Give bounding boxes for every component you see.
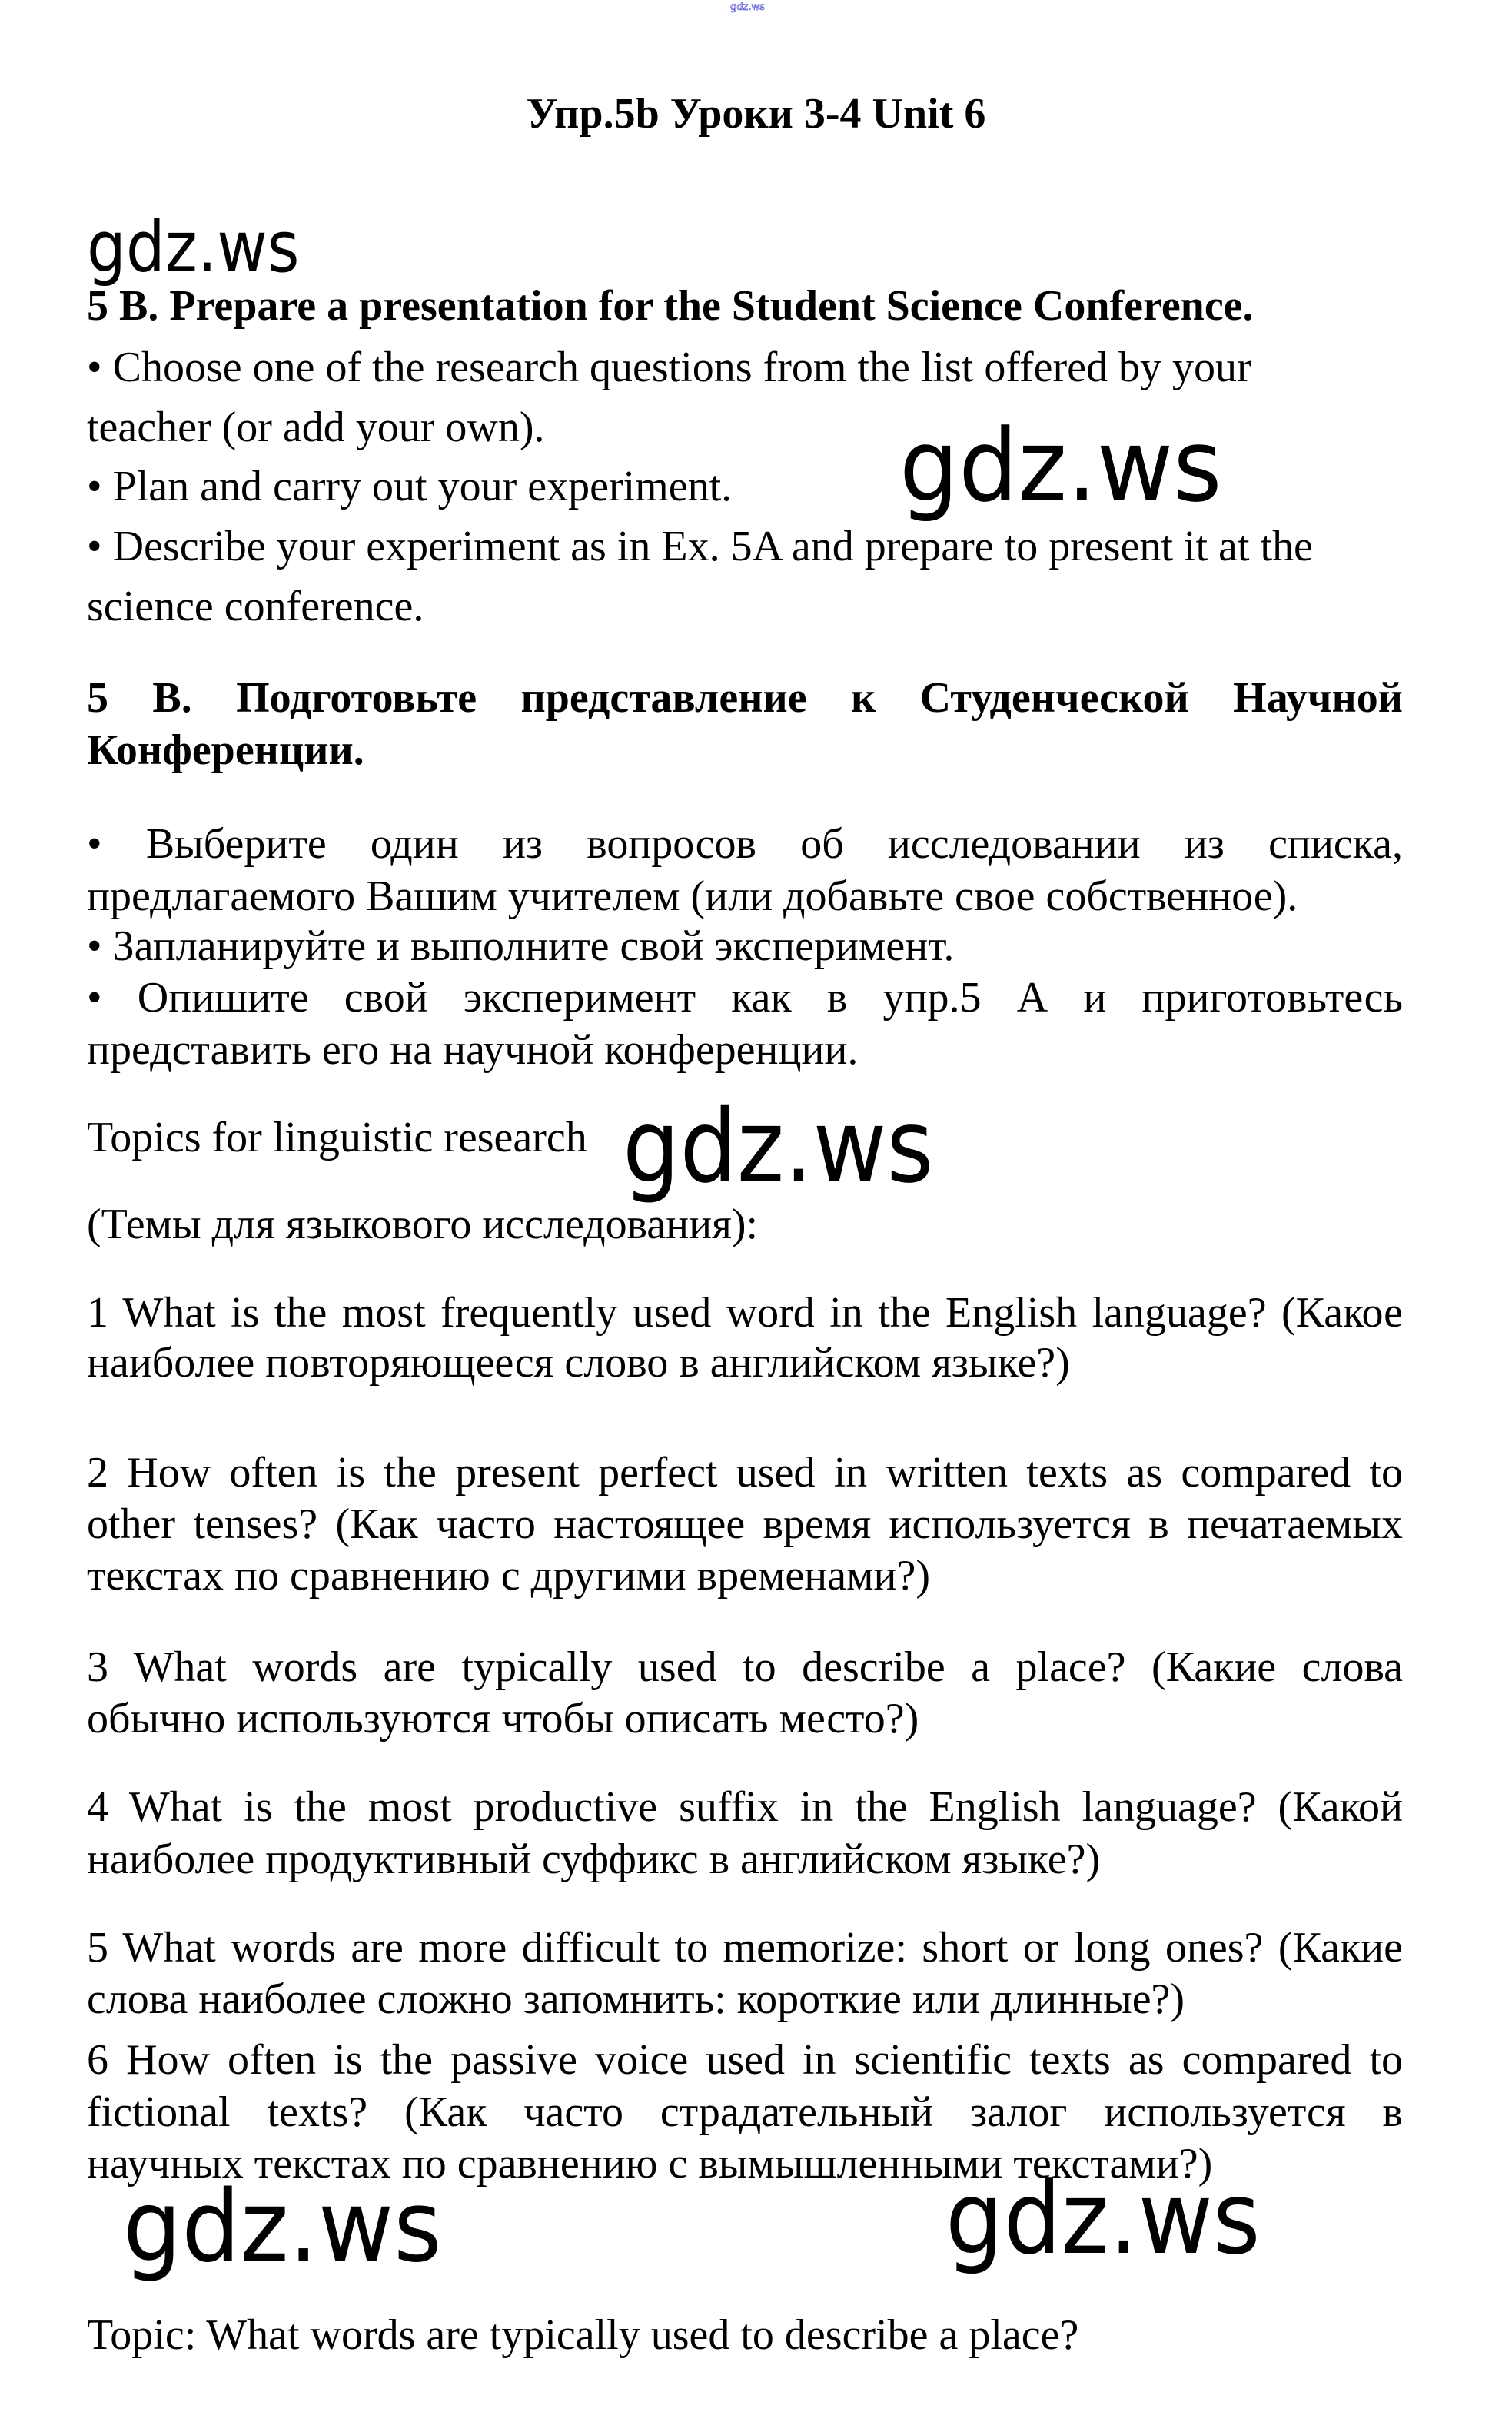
top-watermark: gdz.ws (730, 2, 765, 13)
selected-topic: Topic: What words are typically used to describe a place? (87, 2311, 1079, 2359)
topic-line: научных текстах по сравнению с вымышленными текстами?) (87, 2140, 1213, 2188)
topic-line: обычно используются чтобы описать место?) (87, 1695, 919, 1742)
topic-line: слова наиболее сложно запомнить: короткие или длинные?) (87, 1975, 1185, 2023)
page-title: Упр.5b Уроки 3-4 Unit 6 (526, 90, 986, 138)
exercise-line: • Запланируйте и выполните свой эксперимент. (87, 922, 955, 970)
watermark-logo: gdz.ws (899, 407, 1222, 524)
topic-line: наиболее повторяющееся слово в английском языке?) (87, 1339, 1070, 1387)
exercise-line: • Describe your experiment as in Ex. 5A and prepare to present it at the (87, 523, 1313, 570)
exercise-line: • Choose one of the research questions from the list offered by your (87, 344, 1251, 391)
watermark-logo: gdz.ws (623, 1088, 934, 1206)
topic-line: 2 How often is the present perfect used in written texts as compared to (87, 1449, 1403, 1497)
watermark-logo: gdz.ws (87, 206, 300, 288)
topic-line: 1 What is the most frequently used word in the English language? (Какое (87, 1289, 1403, 1337)
topic-line: текстах по сравнению с другими временами?) (87, 1552, 931, 1600)
topic-line: other tenses? (Как часто настоящее время используется в печатаемых (87, 1500, 1403, 1548)
exercise-line: представить его на научной конференции. (87, 1026, 859, 1074)
topic-line: fictional texts? (Как часто страдательный залог используется в (87, 2088, 1403, 2136)
topic-line: 6 How often is the passive voice used in scientific texts as compared to (87, 2036, 1403, 2084)
topic-line: наиболее продуктивный суффикс в английском языке?) (87, 1835, 1101, 1883)
topic-line: 4 What is the most productive suffix in the English language? (Какой (87, 1783, 1403, 1831)
exercise-line: • Опишите свой эксперимент как в упр.5 А и приготовьтесь (87, 974, 1403, 1022)
exercise-line: • Выберите один из вопросов об исследовании из списка, (87, 820, 1403, 868)
topic-line: 3 What words are typically used to describe a place? (Какие слова (87, 1643, 1403, 1691)
watermark-logo: gdz.ws (945, 2160, 1261, 2277)
topics-heading-ru: (Темы для языкового исследования): (87, 1201, 759, 1248)
exercise-line: предлагаемого Вашим учителем (или добавьте свое собственное). (87, 872, 1298, 920)
exercise-line: science conference. (87, 583, 424, 630)
topic-line: 5 What words are more difficult to memorize: short or long ones? (Какие (87, 1924, 1403, 1972)
topics-heading: Topics for linguistic research (87, 1114, 587, 1161)
exercise-heading-ru: 5 В. Подготовьте представление к Студенческой Научной (87, 674, 1403, 722)
exercise-heading-ru: Конференции. (87, 726, 364, 774)
exercise-line: • Plan and carry out your experiment. (87, 463, 733, 510)
exercise-heading-en: 5 B. Prepare a presentation for the Student Science Conference. (87, 282, 1254, 330)
exercise-line: teacher (or add your own). (87, 404, 545, 451)
watermark-logo: gdz.ws (123, 2170, 442, 2284)
